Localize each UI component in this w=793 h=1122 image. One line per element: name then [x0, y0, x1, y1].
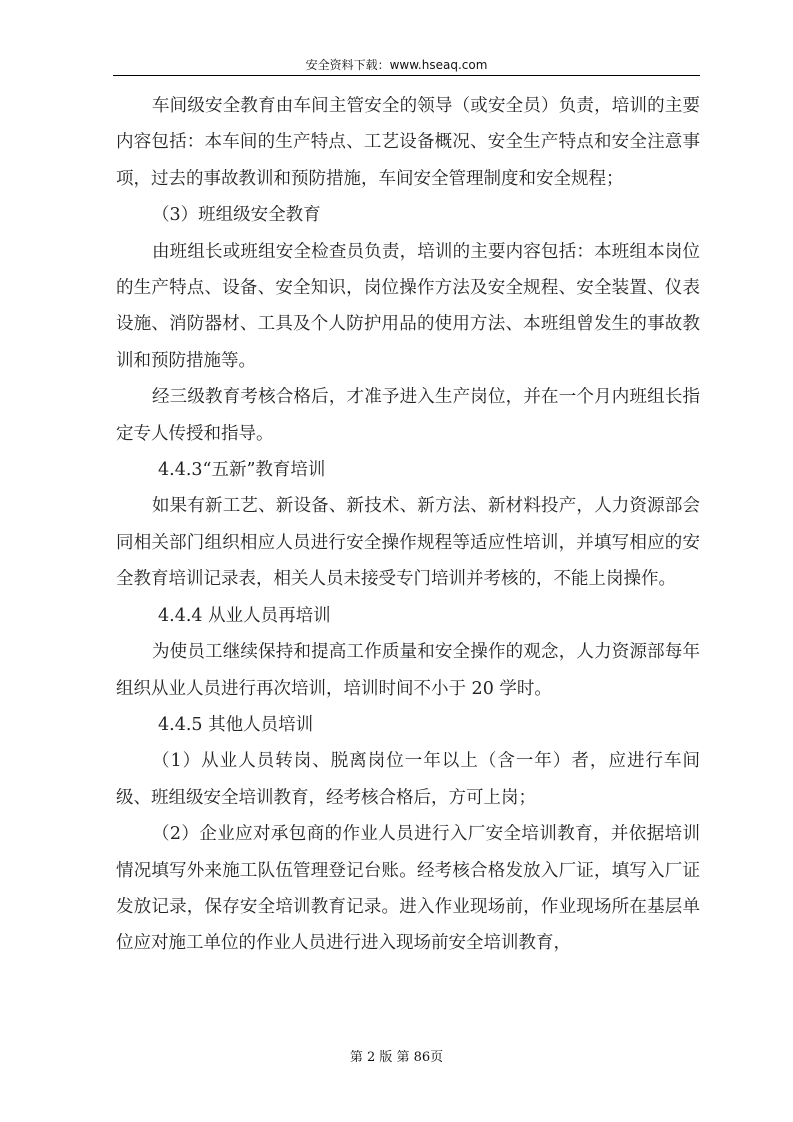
header-divider	[113, 75, 700, 76]
paragraph-contractor-training: （2）企业应对承包商的作业人员进行入厂安全培训教育，并依据培训情况填写外来施工队伍管理登记台账。经考核合格发放入厂证，填写入厂证发放记录，保存安全培训教育记录。进入作业现场前，作业现场所在基层单位应对施工单位的作业人员进行进入现场前安全培训教育，	[116, 824, 700, 954]
paragraph-workshop-education: 车间级安全教育由车间主管安全的领导（或安全员）负责，培训的主要内容包括：本车间的生产特点、工艺设备概况、安全生产特点和安全注意事项，过去的事故教训和预防措施，车间安全管理制度和安全规程；	[116, 96, 700, 189]
paragraph-three-level-assessment: 经三级教育考核合格后，才准予进入生产岗位，并在一个月内班组长指定专人传授和指导。	[116, 387, 700, 444]
heading-team-education: （3）班组级安全教育	[152, 205, 321, 226]
heading-4-4-3: 4.4.3“五新”教育培训	[158, 460, 326, 481]
heading-4-4-4: 4.4.4 从业人员再培训	[158, 605, 331, 626]
page-footer: 第 2 版 第 86页	[349, 1050, 444, 1065]
paragraph-team-education: 由班组长或班组安全检查员负责，培训的主要内容包括：本班组本岗位的生产特点、设备、安全知识，岗位操作方法及安全规程、安全装置、仪表设施、消防器材、工具及个人防护用品的使用方法、本班组曾发生的事故教训和预防措施等。	[116, 241, 700, 371]
paragraph-five-new-training: 如果有新工艺、新设备、新技术、新方法、新材料投产，人力资源部会同相关部门组织相应人员进行安全操作规程等适应性培训，并填写相应的安全教育培训记录表，相关人员未接受专门培训并考核的，不能上岗操作。	[116, 496, 700, 590]
paragraph-transfer-training: （1）从业人员转岗、脱离岗位一年以上（含一年）者，应进行车间级、班组级安全培训教育，经考核合格后，方可上岗；	[116, 751, 700, 808]
heading-4-4-5: 4.4.5 其他人员培训	[158, 714, 314, 735]
paragraph-retraining: 为使员工继续保持和提高工作质量和安全操作的观念，人力资源部每年组织从业人员进行再次培训，培训时间不小于 20 学时。	[116, 642, 700, 699]
page-header: 安全资料下载：www.hseaq.com	[305, 58, 488, 72]
document-body	[116, 88, 700, 962]
